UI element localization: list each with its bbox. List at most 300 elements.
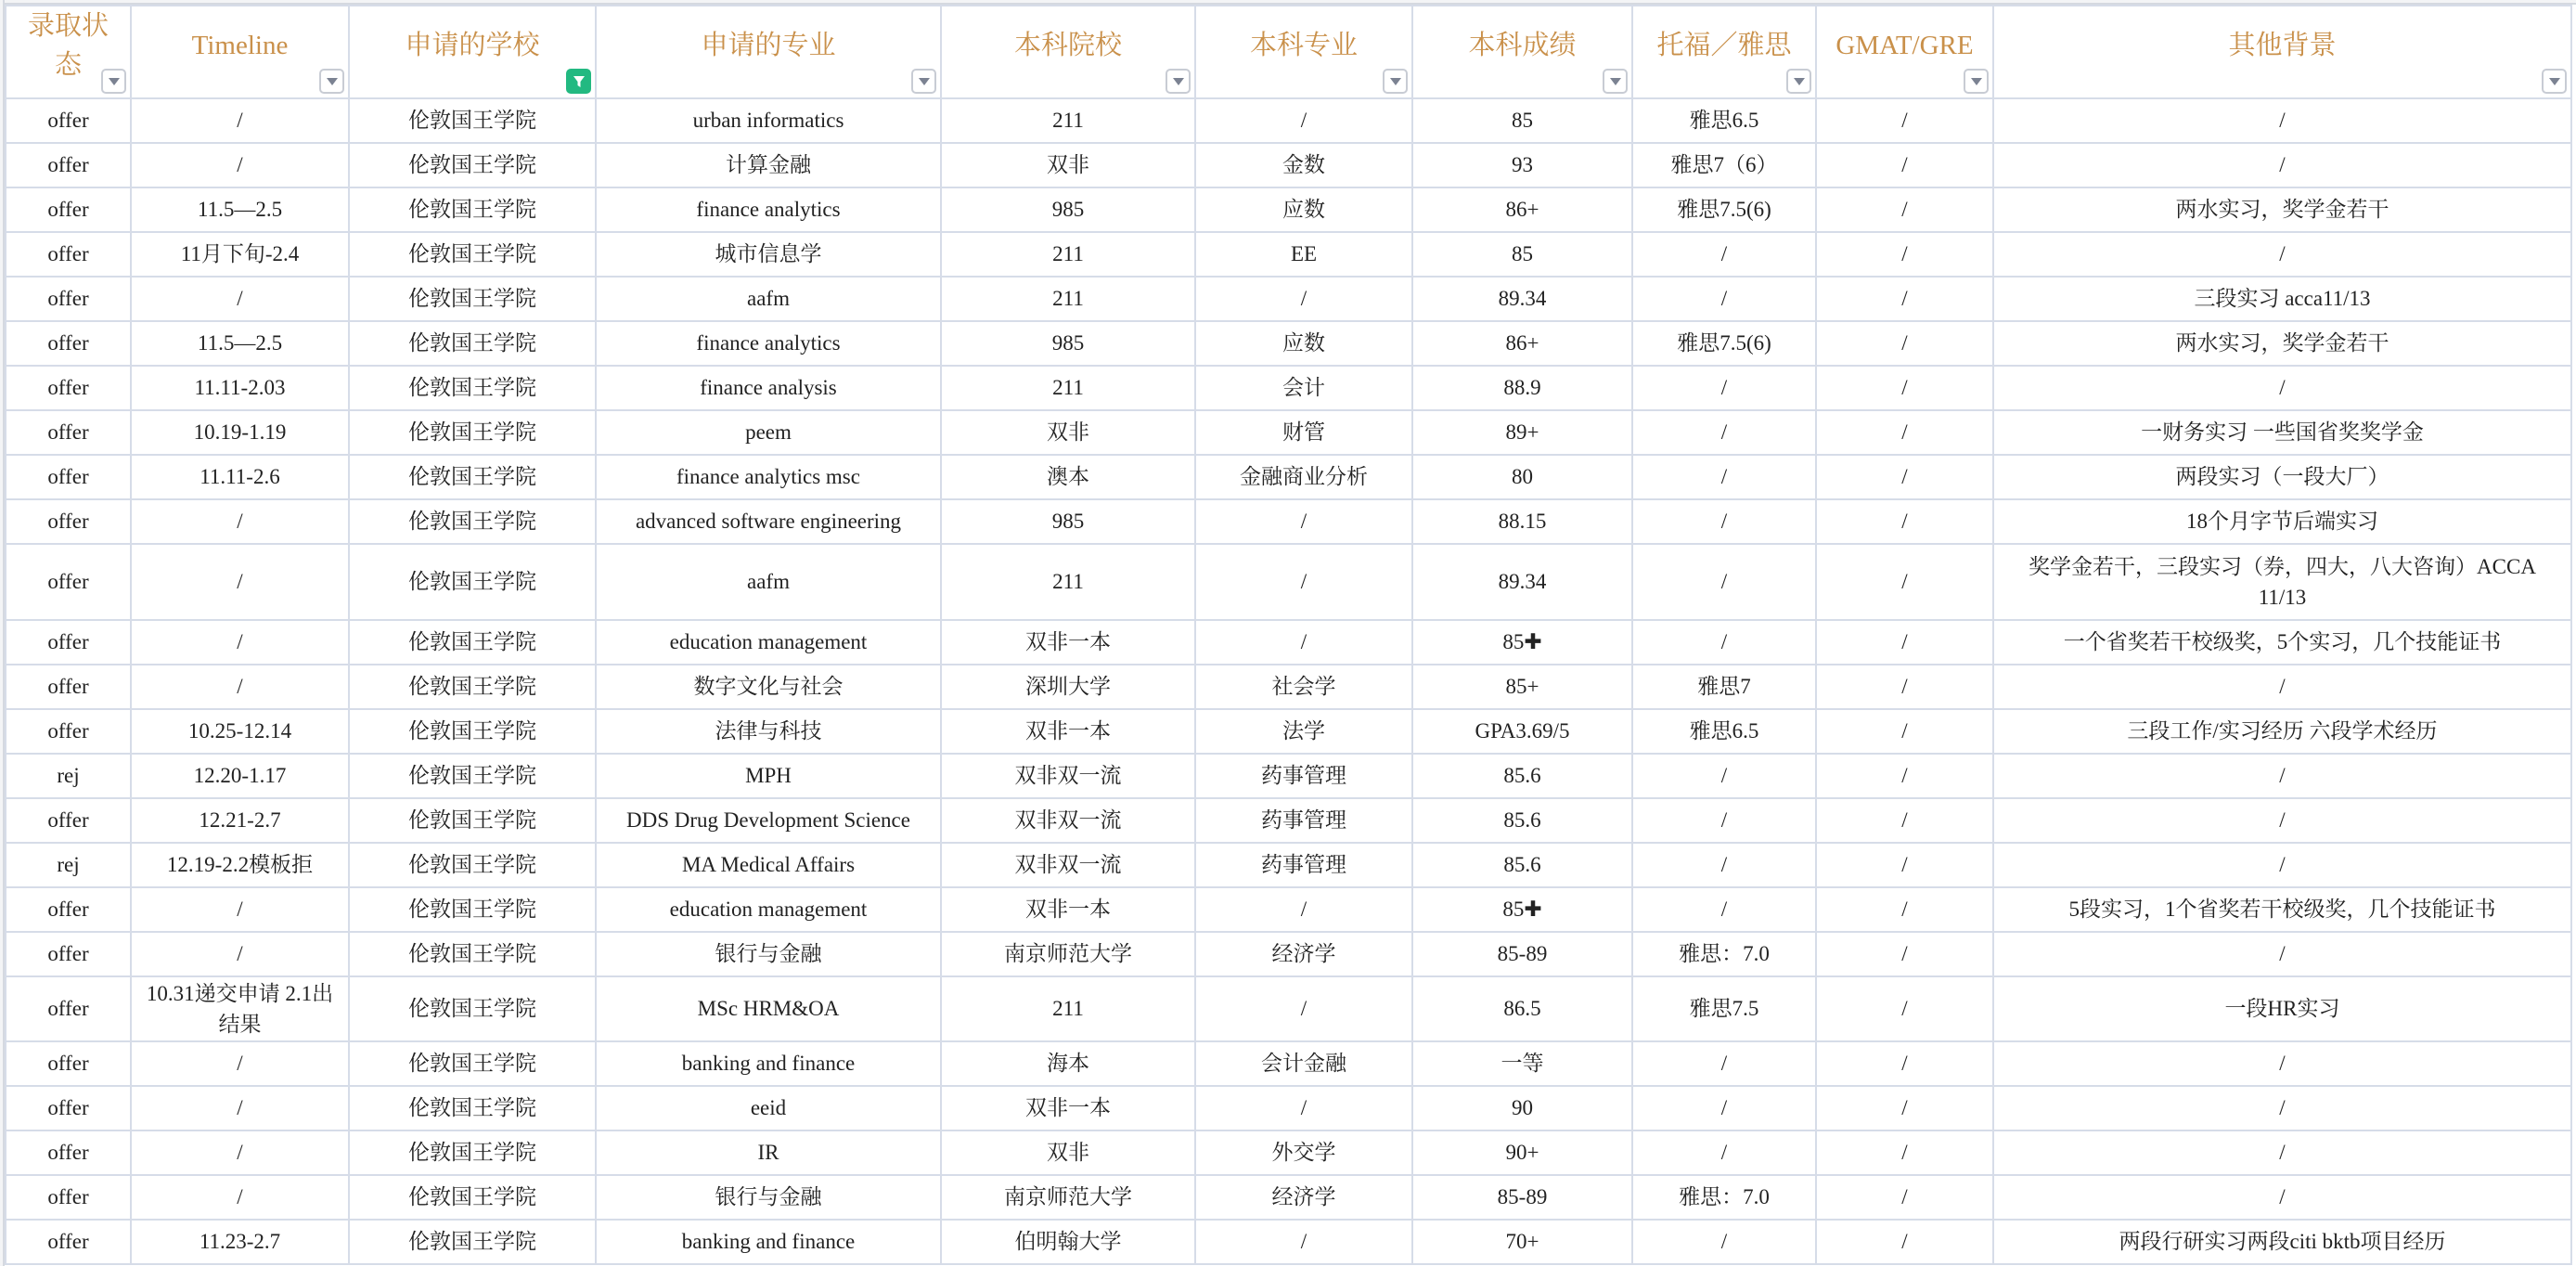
column-header[interactable] (131, 6, 349, 98)
cell[interactable]: urban informatics (596, 98, 941, 143)
cell[interactable]: / (1195, 1086, 1412, 1130)
filter-dropdown-button[interactable] (101, 69, 126, 94)
cell[interactable]: DDS Drug Development Science (596, 798, 941, 843)
cell[interactable]: / (1632, 232, 1816, 277)
cell[interactable]: 双非 (941, 1130, 1195, 1175)
cell[interactable]: / (1632, 1086, 1816, 1130)
cell[interactable]: 985 (941, 321, 1195, 366)
cell[interactable]: 伦敦国王学院 (349, 843, 596, 887)
cell[interactable]: / (1632, 754, 1816, 798)
cell[interactable]: 数字文化与社会 (596, 665, 941, 709)
cell[interactable]: 金数 (1195, 143, 1412, 187)
column-header-label: 本科专业 (1249, 31, 1358, 61)
cell[interactable]: 85✚ (1412, 887, 1632, 932)
cell[interactable]: 70+ (1412, 1220, 1632, 1264)
cell[interactable]: 伦敦国王学院 (349, 665, 596, 709)
cell[interactable]: / (131, 277, 349, 321)
dropdown-triangle-icon (109, 78, 120, 85)
cell[interactable]: 85+ (1412, 665, 1632, 709)
cell[interactable]: 211 (941, 544, 1195, 620)
cell[interactable]: offer (6, 232, 131, 277)
cell[interactable]: 伦敦国王学院 (349, 1130, 596, 1175)
table-row (6, 843, 2571, 887)
cell[interactable]: 雅思：7.0 (1632, 1175, 1816, 1220)
table-row (6, 1086, 2571, 1130)
cell[interactable]: 11.11-2.6 (131, 455, 349, 499)
cell[interactable]: 两段行研实习两段citi bktb项目经历 (1993, 1220, 2571, 1264)
active-filter-button[interactable] (566, 69, 591, 94)
cell[interactable]: / (131, 1130, 349, 1175)
cell[interactable]: offer (6, 321, 131, 366)
cell[interactable]: offer (6, 366, 131, 410)
table-row (6, 232, 2571, 277)
cell[interactable]: 90+ (1412, 1130, 1632, 1175)
filter-dropdown-button[interactable] (1786, 69, 1811, 94)
cell[interactable]: 双非一本 (941, 709, 1195, 754)
cell[interactable]: / (1816, 321, 1993, 366)
cell[interactable]: offer (6, 1130, 131, 1175)
table-row (6, 455, 2571, 499)
filter-dropdown-button[interactable] (1166, 69, 1191, 94)
cell[interactable]: education management (596, 887, 941, 932)
cell[interactable]: 89.34 (1412, 544, 1632, 620)
cell[interactable]: 两水实习，奖学金若干 (1993, 321, 2571, 366)
cell[interactable]: / (1816, 455, 1993, 499)
column-header[interactable] (1632, 6, 1816, 98)
cell[interactable]: / (1195, 620, 1412, 665)
cell[interactable]: 雅思7.5(6) (1632, 321, 1816, 366)
cell[interactable]: / (1993, 932, 2571, 976)
column-header-label: 本科院校 (1013, 31, 1122, 61)
cell[interactable]: offer (6, 798, 131, 843)
column-header-label: 申请的学校 (405, 31, 540, 61)
cell[interactable]: 会计金融 (1195, 1041, 1412, 1086)
cell[interactable]: / (1195, 544, 1412, 620)
cell[interactable]: offer (6, 143, 131, 187)
cell[interactable]: 药事管理 (1195, 754, 1412, 798)
column-header-label: 本科成绩 (1468, 31, 1577, 61)
cell[interactable]: 三段工作/实习经历 六段学术经历 (1993, 709, 2571, 754)
column-header-label: 其他背景 (2228, 31, 2337, 61)
filter-dropdown-button[interactable] (319, 69, 344, 94)
cell[interactable]: 11月下旬-2.4 (131, 232, 349, 277)
header-row (6, 6, 2571, 98)
cell[interactable]: 一个省奖若干校级奖，5个实习，几个技能证书 (1993, 620, 2571, 665)
cell[interactable]: aafm (596, 544, 941, 620)
table-row (6, 754, 2571, 798)
cell[interactable]: / (1816, 366, 1993, 410)
cell[interactable]: / (1816, 754, 1993, 798)
cell[interactable]: 海本 (941, 1041, 1195, 1086)
cell[interactable]: 应数 (1195, 321, 1412, 366)
cell[interactable]: / (131, 1086, 349, 1130)
cell[interactable]: offer (6, 709, 131, 754)
funnel-icon (573, 75, 586, 88)
cell[interactable]: / (1816, 232, 1993, 277)
cell[interactable]: 两段实习（一段大厂） (1993, 455, 2571, 499)
filter-dropdown-button[interactable] (1383, 69, 1408, 94)
cell[interactable]: 85.6 (1412, 843, 1632, 887)
cell[interactable]: 11.11-2.03 (131, 366, 349, 410)
cell[interactable]: / (1816, 843, 1993, 887)
cell[interactable]: 伦敦国王学院 (349, 455, 596, 499)
cell[interactable]: 金融商业分析 (1195, 455, 1412, 499)
column-header[interactable] (1816, 6, 1993, 98)
cell[interactable]: 雅思7.5(6) (1632, 187, 1816, 232)
table-row (6, 321, 2571, 366)
cell[interactable]: / (1816, 798, 1993, 843)
cell[interactable]: / (131, 1175, 349, 1220)
cell[interactable]: 88.15 (1412, 499, 1632, 544)
cell[interactable]: / (1816, 1130, 1993, 1175)
cell[interactable]: 伦敦国王学院 (349, 1220, 596, 1264)
cell[interactable]: 法学 (1195, 709, 1412, 754)
cell[interactable]: offer (6, 410, 131, 455)
cell[interactable]: / (1816, 665, 1993, 709)
cell[interactable]: 双非 (941, 143, 1195, 187)
cell[interactable]: / (131, 887, 349, 932)
cell[interactable]: 一财务实习 一些国省奖奖学金 (1993, 410, 2571, 455)
cell[interactable]: 深圳大学 (941, 665, 1195, 709)
cell[interactable]: 伦敦国王学院 (349, 277, 596, 321)
cell[interactable]: 12.20-1.17 (131, 754, 349, 798)
cell[interactable]: / (1993, 1175, 2571, 1220)
cell[interactable]: / (1632, 410, 1816, 455)
cell[interactable]: 伦敦国王学院 (349, 709, 596, 754)
cell[interactable]: 雅思7 (1632, 665, 1816, 709)
column-header[interactable] (1993, 6, 2571, 98)
cell[interactable]: 药事管理 (1195, 798, 1412, 843)
cell[interactable]: 伦敦国王学院 (349, 143, 596, 187)
cell[interactable]: 5段实习，1个省奖若干校级奖，几个技能证书 (1993, 887, 2571, 932)
cell[interactable]: 一等 (1412, 1041, 1632, 1086)
cell[interactable]: aafm (596, 277, 941, 321)
cell[interactable]: banking and finance (596, 1041, 941, 1086)
cell[interactable]: peem (596, 410, 941, 455)
cell[interactable]: / (1816, 887, 1993, 932)
cell[interactable]: 药事管理 (1195, 843, 1412, 887)
cell[interactable]: 双非 (941, 410, 1195, 455)
table-row (6, 887, 2571, 932)
cell[interactable]: offer (6, 455, 131, 499)
cell[interactable]: 应数 (1195, 187, 1412, 232)
cell[interactable]: 86+ (1412, 321, 1632, 366)
cell[interactable]: 城市信息学 (596, 232, 941, 277)
filter-dropdown-button[interactable] (911, 69, 936, 94)
cell[interactable]: MSc HRM&OA (596, 976, 941, 1041)
cell[interactable]: 经济学 (1195, 1175, 1412, 1220)
cell[interactable]: 伦敦国王学院 (349, 798, 596, 843)
column-header[interactable] (6, 6, 131, 98)
cell[interactable]: offer (6, 98, 131, 143)
cell[interactable]: / (131, 544, 349, 620)
cell[interactable]: 伦敦国王学院 (349, 1175, 596, 1220)
cell[interactable]: 雅思7（6） (1632, 143, 1816, 187)
cell[interactable]: 奖学金若干，三段实习（券，四大，八大咨询）ACCA 11/13 (1993, 544, 2571, 620)
cell[interactable]: / (1816, 143, 1993, 187)
cell[interactable]: / (1816, 499, 1993, 544)
dropdown-triangle-icon (1390, 78, 1401, 85)
cell[interactable]: offer (6, 277, 131, 321)
table-row (6, 620, 2571, 665)
cell[interactable]: offer (6, 665, 131, 709)
cell[interactable]: 985 (941, 187, 1195, 232)
cell[interactable]: 伦敦国王学院 (349, 232, 596, 277)
cell[interactable]: 12.19-2.2模板拒 (131, 843, 349, 887)
cell[interactable]: offer (6, 1086, 131, 1130)
cell[interactable]: finance analytics (596, 187, 941, 232)
table-row (6, 277, 2571, 321)
cell[interactable]: / (1632, 544, 1816, 620)
cell[interactable]: / (1993, 98, 2571, 143)
cell[interactable]: / (1816, 620, 1993, 665)
cell[interactable]: 两水实习，奖学金若干 (1993, 187, 2571, 232)
cell[interactable]: / (1993, 843, 2571, 887)
cell[interactable]: offer (6, 499, 131, 544)
cell[interactable]: 伦敦国王学院 (349, 620, 596, 665)
cell[interactable]: rej (6, 843, 131, 887)
cell[interactable]: offer (6, 932, 131, 976)
cell[interactable]: / (1816, 98, 1993, 143)
cell[interactable]: 985 (941, 499, 1195, 544)
cell[interactable]: / (1816, 187, 1993, 232)
cell[interactable]: / (1195, 277, 1412, 321)
column-header[interactable] (349, 6, 596, 98)
cell[interactable]: 88.9 (1412, 366, 1632, 410)
cell[interactable]: / (1632, 1041, 1816, 1086)
cell[interactable]: / (1632, 455, 1816, 499)
cell[interactable]: 法律与科技 (596, 709, 941, 754)
cell[interactable]: 10.31递交申请 2.1出结果 (131, 976, 349, 1041)
cell[interactable]: 经济学 (1195, 932, 1412, 976)
cell[interactable]: / (1993, 143, 2571, 187)
filter-dropdown-button[interactable] (2542, 69, 2567, 94)
cell[interactable]: 211 (941, 98, 1195, 143)
cell[interactable]: 10.19-1.19 (131, 410, 349, 455)
cell[interactable]: 银行与金融 (596, 932, 941, 976)
cell[interactable]: 86.5 (1412, 976, 1632, 1041)
cell[interactable]: eeid (596, 1086, 941, 1130)
cell[interactable]: / (1632, 1130, 1816, 1175)
cell[interactable]: / (1816, 709, 1993, 754)
cell[interactable]: / (1632, 366, 1816, 410)
cell[interactable]: 双非双一流 (941, 754, 1195, 798)
cell[interactable]: 会计 (1195, 366, 1412, 410)
cell[interactable]: GPA3.69/5 (1412, 709, 1632, 754)
cell[interactable]: EE (1195, 232, 1412, 277)
cell[interactable]: education management (596, 620, 941, 665)
cell[interactable]: 211 (941, 366, 1195, 410)
cell[interactable]: 雅思6.5 (1632, 709, 1816, 754)
cell[interactable]: / (1195, 887, 1412, 932)
cell[interactable]: offer (6, 1175, 131, 1220)
cell[interactable]: 85.6 (1412, 754, 1632, 798)
cell[interactable]: / (131, 665, 349, 709)
cell[interactable]: / (1816, 277, 1993, 321)
cell[interactable]: 雅思：7.0 (1632, 932, 1816, 976)
cell[interactable]: / (1195, 976, 1412, 1041)
cell[interactable]: 南京师范大学 (941, 932, 1195, 976)
column-header[interactable] (596, 6, 941, 98)
cell[interactable]: 86+ (1412, 187, 1632, 232)
table-row (6, 187, 2571, 232)
cell[interactable]: / (131, 1041, 349, 1086)
cell[interactable]: 双非一本 (941, 1086, 1195, 1130)
cell[interactable]: 伦敦国王学院 (349, 410, 596, 455)
cell[interactable]: 伦敦国王学院 (349, 544, 596, 620)
cell[interactable]: / (131, 499, 349, 544)
cell[interactable]: finance analysis (596, 366, 941, 410)
cell[interactable]: 85✚ (1412, 620, 1632, 665)
cell[interactable]: 11.5—2.5 (131, 321, 349, 366)
cell[interactable]: MA Medical Affairs (596, 843, 941, 887)
cell[interactable]: / (1993, 1086, 2571, 1130)
cell[interactable]: 双非一本 (941, 620, 1195, 665)
cell[interactable]: 89.34 (1412, 277, 1632, 321)
column-header[interactable] (1412, 6, 1632, 98)
cell[interactable]: 伦敦国王学院 (349, 366, 596, 410)
cell[interactable]: 89+ (1412, 410, 1632, 455)
cell[interactable]: rej (6, 754, 131, 798)
cell[interactable]: / (1816, 1175, 1993, 1220)
cell[interactable]: offer (6, 887, 131, 932)
cell[interactable]: 伦敦国王学院 (349, 754, 596, 798)
dropdown-triangle-icon (327, 78, 338, 85)
column-header-label: 录取状态 (27, 11, 109, 81)
cell[interactable]: / (1632, 1220, 1816, 1264)
cell[interactable]: offer (6, 187, 131, 232)
cell[interactable]: / (131, 98, 349, 143)
cell[interactable]: 10.25-12.14 (131, 709, 349, 754)
cell[interactable]: 211 (941, 976, 1195, 1041)
cell[interactable]: advanced software engineering (596, 499, 941, 544)
cell[interactable]: 85.6 (1412, 798, 1632, 843)
cell[interactable]: 伦敦国王学院 (349, 499, 596, 544)
cell[interactable]: / (1993, 366, 2571, 410)
dropdown-triangle-icon (919, 78, 930, 85)
cell[interactable]: 社会学 (1195, 665, 1412, 709)
cell[interactable]: 伦敦国王学院 (349, 976, 596, 1041)
cell[interactable]: 伦敦国王学院 (349, 1041, 596, 1086)
cell[interactable]: / (1632, 499, 1816, 544)
cell[interactable]: 外交学 (1195, 1130, 1412, 1175)
cell[interactable]: / (1816, 1086, 1993, 1130)
cell[interactable]: / (1816, 410, 1993, 455)
cell[interactable]: / (1816, 932, 1993, 976)
cell[interactable]: offer (6, 620, 131, 665)
cell[interactable]: / (131, 143, 349, 187)
cell[interactable]: 18个月字节后端实习 (1993, 499, 2571, 544)
cell[interactable]: / (1195, 98, 1412, 143)
cell[interactable]: / (1632, 798, 1816, 843)
filter-dropdown-button[interactable] (1964, 69, 1989, 94)
cell[interactable]: 211 (941, 277, 1195, 321)
cell[interactable]: 85-89 (1412, 932, 1632, 976)
cell[interactable]: 南京师范大学 (941, 1175, 1195, 1220)
cell[interactable]: 双非双一流 (941, 843, 1195, 887)
table-row (6, 98, 2571, 143)
cell[interactable]: offer (6, 1041, 131, 1086)
cell[interactable]: / (1993, 665, 2571, 709)
cell[interactable]: offer (6, 1220, 131, 1264)
cell[interactable]: offer (6, 976, 131, 1041)
cell[interactable]: IR (596, 1130, 941, 1175)
cell[interactable]: 澳本 (941, 455, 1195, 499)
cell[interactable]: banking and finance (596, 1220, 941, 1264)
cell[interactable]: 一段HR实习 (1993, 976, 2571, 1041)
cell[interactable]: / (1632, 620, 1816, 665)
cell[interactable]: 211 (941, 232, 1195, 277)
cell[interactable]: / (1632, 843, 1816, 887)
cell[interactable]: 80 (1412, 455, 1632, 499)
cell[interactable]: 伦敦国王学院 (349, 187, 596, 232)
dropdown-triangle-icon (1971, 78, 1982, 85)
cell[interactable]: 伦敦国王学院 (349, 1086, 596, 1130)
cell[interactable]: offer (6, 544, 131, 620)
cell[interactable]: 双非一本 (941, 887, 1195, 932)
cell[interactable]: 93 (1412, 143, 1632, 187)
cell[interactable]: 双非双一流 (941, 798, 1195, 843)
cell[interactable]: / (1632, 887, 1816, 932)
cell[interactable]: finance analytics msc (596, 455, 941, 499)
cell[interactable]: 90 (1412, 1086, 1632, 1130)
column-header-label: 托福／雅思 (1656, 31, 1792, 61)
cell[interactable]: / (1816, 1041, 1993, 1086)
cell[interactable]: / (1993, 232, 2571, 277)
cell[interactable]: / (1993, 1041, 2571, 1086)
cell[interactable]: / (1993, 1130, 2571, 1175)
cell[interactable]: 伦敦国王学院 (349, 321, 596, 366)
cell[interactable]: 85 (1412, 98, 1632, 143)
cell[interactable]: 12.21-2.7 (131, 798, 349, 843)
spreadsheet-grid (5, 5, 2572, 1265)
cell[interactable]: / (131, 932, 349, 976)
cell[interactable]: 三段实习 acca11/13 (1993, 277, 2571, 321)
cell[interactable]: 银行与金融 (596, 1175, 941, 1220)
cell[interactable]: 85-89 (1412, 1175, 1632, 1220)
cell[interactable]: / (1816, 1220, 1993, 1264)
cell[interactable]: / (1993, 798, 2571, 843)
table-row (6, 798, 2571, 843)
cell[interactable]: 伦敦国王学院 (349, 98, 596, 143)
cell[interactable]: 11.23-2.7 (131, 1220, 349, 1264)
cell[interactable]: / (1632, 277, 1816, 321)
cell[interactable]: / (1816, 976, 1993, 1041)
column-header[interactable] (941, 6, 1195, 98)
cell[interactable]: 85 (1412, 232, 1632, 277)
cell[interactable]: 伦敦国王学院 (349, 932, 596, 976)
cell[interactable]: finance analytics (596, 321, 941, 366)
cell[interactable]: MPH (596, 754, 941, 798)
cell[interactable]: / (1993, 754, 2571, 798)
cell[interactable]: / (1816, 544, 1993, 620)
filter-dropdown-button[interactable] (1603, 69, 1628, 94)
cell[interactable]: 计算金融 (596, 143, 941, 187)
cell[interactable]: / (1195, 499, 1412, 544)
cell[interactable]: / (1195, 1220, 1412, 1264)
cell[interactable]: 财管 (1195, 410, 1412, 455)
table-row (6, 544, 2571, 620)
table-row (6, 410, 2571, 455)
dropdown-triangle-icon (1794, 78, 1805, 85)
cell[interactable]: 伯明翰大学 (941, 1220, 1195, 1264)
cell[interactable]: 11.5—2.5 (131, 187, 349, 232)
column-header[interactable] (1195, 6, 1412, 98)
cell[interactable]: 伦敦国王学院 (349, 887, 596, 932)
cell[interactable]: 雅思7.5 (1632, 976, 1816, 1041)
cell[interactable]: / (131, 620, 349, 665)
cell[interactable]: 雅思6.5 (1632, 98, 1816, 143)
